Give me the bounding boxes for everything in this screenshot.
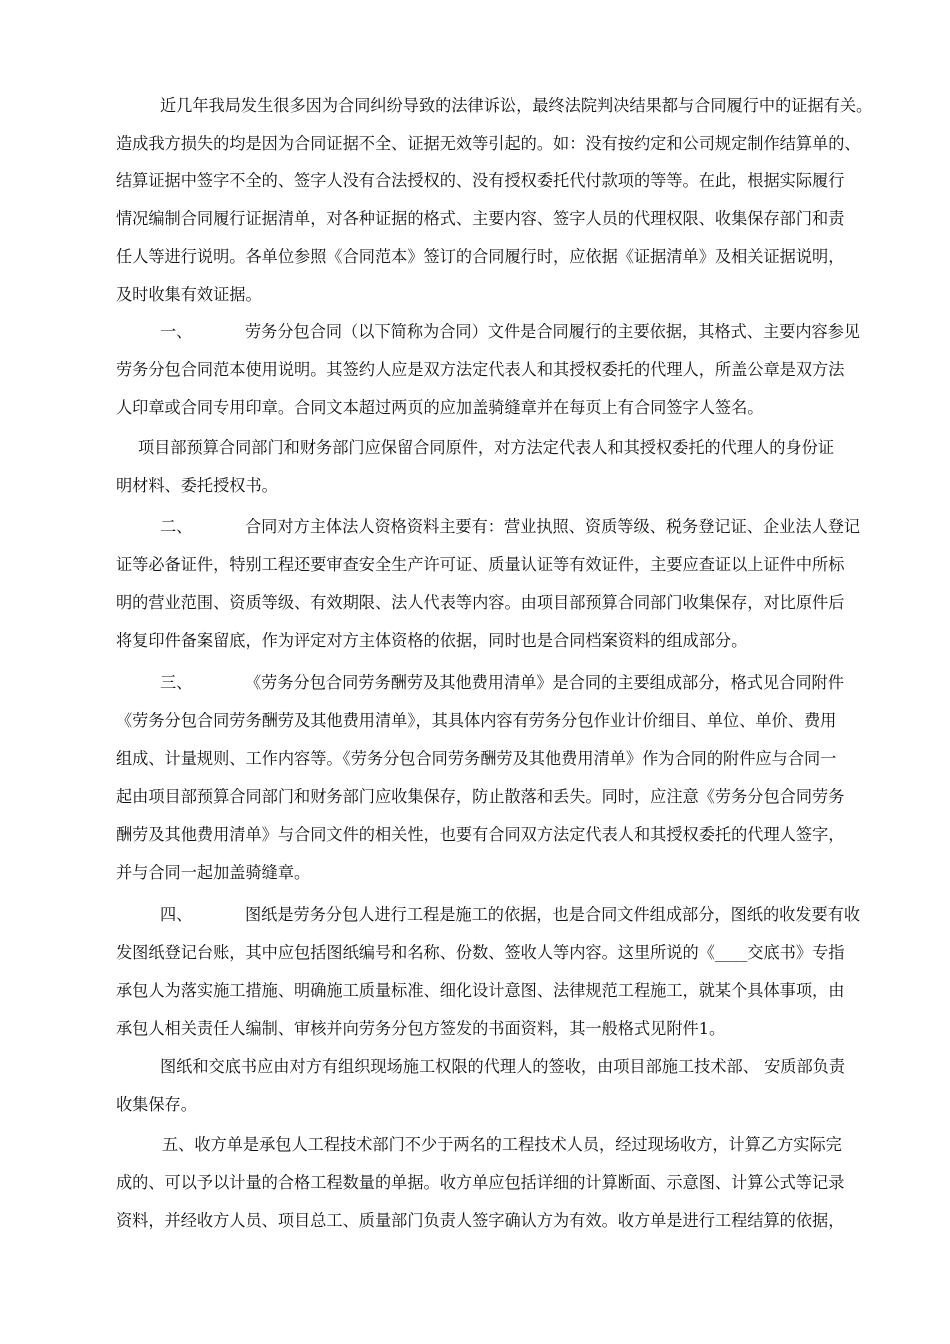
text-line: 任人等进行说明。各单位参照《合同范本》签订的合同履行时，应依据《证据清单》及相关证据说明， bbox=[116, 247, 845, 266]
text-line: 情况编制合同履行证据清单，对各种证据的格式、主要内容、签字人员的代理权限、收集保存部门和责 bbox=[116, 209, 845, 228]
text-line: 起由项目部预算合同部门和财务部门应收集保存，防止散落和丢失。同时，应注意《劳务分包合同劳务 bbox=[116, 787, 845, 806]
section-number: 一、 bbox=[160, 322, 193, 341]
text-line: 明材料、委托授权书。 bbox=[116, 476, 278, 495]
text-line: 劳务分包合同范本使用说明。其签约人应是双方法定代表人和其授权委托的代理人，所盖公章是双方法 bbox=[116, 360, 845, 379]
text-line: 结算证据中签字不全的、签字人没有合法授权的、没有授权委托代付款项的等等。在此，根据实际履行 bbox=[116, 171, 845, 190]
text-line: 承包人为落实施工措施、明确施工质量标准、细化设计意图、法律规范工程施工，就某个具体事项，由 bbox=[116, 981, 845, 1000]
text-line: 承包人相关责任人编制、审核并向劳务分包方签发的书面资料，其一般格式见附件1。 bbox=[116, 1019, 726, 1038]
text-line: 将复印件备案留底，作为评定对方主体资格的依据，同时也是合同档案资料的组成部分。 bbox=[116, 631, 748, 650]
text-line: 酬劳及其他费用清单》与合同文件的相关性，也要有合同双方法定代表人和其授权委托的代理人签字， bbox=[116, 825, 845, 844]
text-line: 图纸是劳务分包人进行工程是施工的依据，也是合同文件组成部分，图纸的收发要有收 bbox=[245, 905, 861, 924]
text-line: 劳务分包合同（以下简称为合同）文件是合同履行的主要依据，其格式、主要内容参见 bbox=[245, 322, 861, 341]
text-line: 项目部预算合同部门和财务部门应保留合同原件，对方法定代表人和其授权委托的代理人的身份证 bbox=[138, 438, 835, 457]
section-number: 二、 bbox=[160, 517, 193, 536]
section-number: 四、 bbox=[160, 905, 193, 924]
text-line: 明的营业范围、资质等级、有效期限、法人代表等内容。由项目部预算合同部门收集保存，对比原件后 bbox=[116, 593, 845, 612]
text-line: 合同对方主体法人资格资料主要有：营业执照、资质等级、税务登记证、企业法人登记 bbox=[245, 517, 861, 536]
text-line: 收集保存。 bbox=[116, 1095, 197, 1114]
text-line: 近几年我局发生很多因为合同纠纷导致的法律诉讼，最终法院判决结果都与合同履行中的证据有关。 bbox=[160, 96, 873, 115]
text-line: 证等必备证件，特别工程还要审查安全生产许可证、质量认证等有效证件，主要应查证以上证件中所标 bbox=[116, 555, 845, 574]
text-line: 造成我方损失的均是因为合同证据不全、证据无效等引起的。如：没有按约定和公司规定制作结算单的、 bbox=[116, 134, 861, 153]
text-line: 发图纸登记台账，其中应包括图纸编号和名称、份数、签收人等内容。这里所说的《____交底书》专指 bbox=[116, 943, 845, 962]
text-line: 人印章或合同专用印章。合同文本超过两页的应加盖骑缝章并在每页上有合同签字人签名。 bbox=[116, 398, 764, 417]
text-line: 并与合同一起加盖骑缝章。 bbox=[116, 863, 311, 882]
text-line: 及时收集有效证据。 bbox=[116, 285, 262, 304]
section-number: 三、 bbox=[160, 673, 193, 692]
text-line: 《劳务分包合同劳务酬劳及其他费用清单》是合同的主要组成部分，格式见合同附件 bbox=[245, 673, 844, 692]
text-line: 资料，并经收方人员、项目总工、质量部门负责人签字确认方为有效。收方单是进行工程结算的依据， bbox=[116, 1211, 845, 1230]
text-line: 《劳务分包合同劳务酬劳及其他费用清单》，其具体内容有劳务分包作业计价细目、单位、单价、费用 bbox=[116, 711, 837, 730]
text-line: 组成、计量规则、工作内容等。《劳务分包合同劳务酬劳及其他费用清单》作为合同的附件应与合同一 bbox=[116, 749, 837, 768]
text-line: 图纸和交底书应由对方有组织现场施工权限的代理人的签收，由项目部施工技术部、 安质部负责 bbox=[160, 1057, 846, 1076]
text-line: 五、收方单是承包人工程技术部门不少于两名的工程技术人员，经过现场收方，计算乙方实际完 bbox=[162, 1135, 842, 1154]
text-line: 成的、可以予以计量的合格工程数量的单据。收方单应包括详细的计算断面、示意图、计算公式等记录 bbox=[116, 1173, 845, 1192]
